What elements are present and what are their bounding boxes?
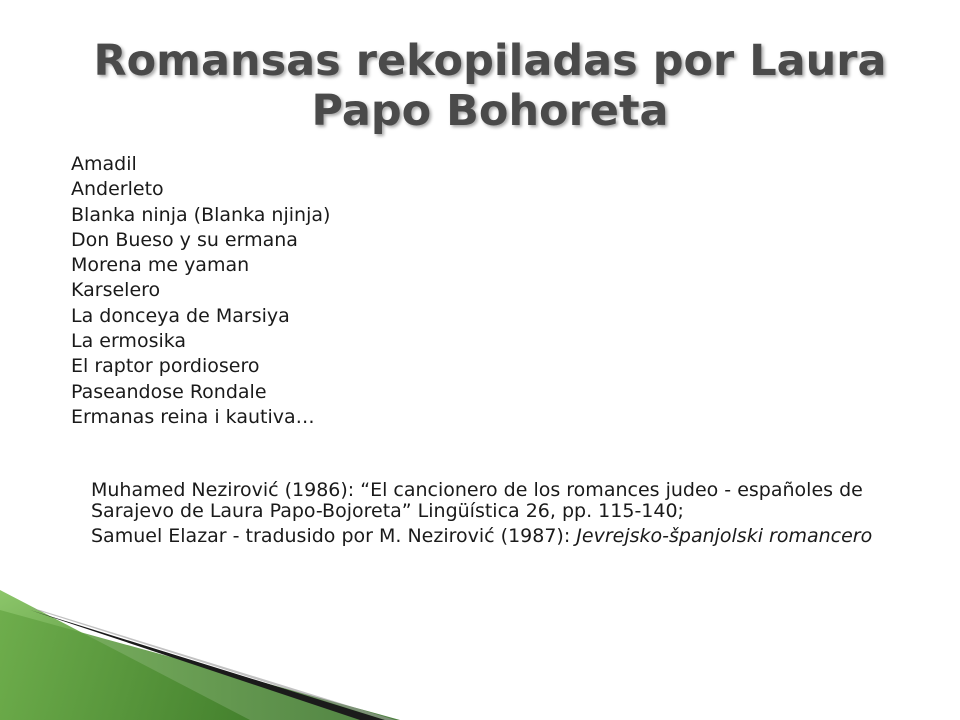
list-item: La ermosika <box>71 330 187 353</box>
list-item: Anderleto <box>71 178 164 201</box>
list-item: El raptor pordiosero <box>71 355 260 378</box>
reference-text: Samuel Elazar - tradusido por M. Nezirović (1987): <box>91 525 577 547</box>
list-item: Ermanas reina i kautiva… <box>71 405 315 428</box>
romance-list <box>71 152 330 430</box>
reference-nezirovic-1986 <box>71 480 901 522</box>
list-item: La donceya de Marsiya <box>71 304 290 327</box>
list-item: Blanka ninja (Blanka njinja) <box>71 203 331 226</box>
reference-book-title: Jevrejsko-španjolski romancero <box>576 525 873 547</box>
slide-title: Romansas rekopiladas por Laura Papo Bohoreta <box>93 36 887 136</box>
list-item: Karselero <box>71 279 161 302</box>
list-item: Paseandose Rondale <box>71 380 267 403</box>
references <box>71 480 901 547</box>
list-item: Don Bueso y su ermana <box>71 228 298 251</box>
reference-elazar-1987 <box>71 526 901 547</box>
reference-text: Muhamed Nezirović (1986): “El cancionero de los romances judeo - españoles de Sarajevo de Laura Papo-Bojoreta” Lingüística 26, pp. 115-140; <box>91 479 863 522</box>
list-item: Morena me yaman <box>71 254 250 277</box>
corner-decoration <box>0 580 960 720</box>
list-item: Amadil <box>71 153 137 175</box>
